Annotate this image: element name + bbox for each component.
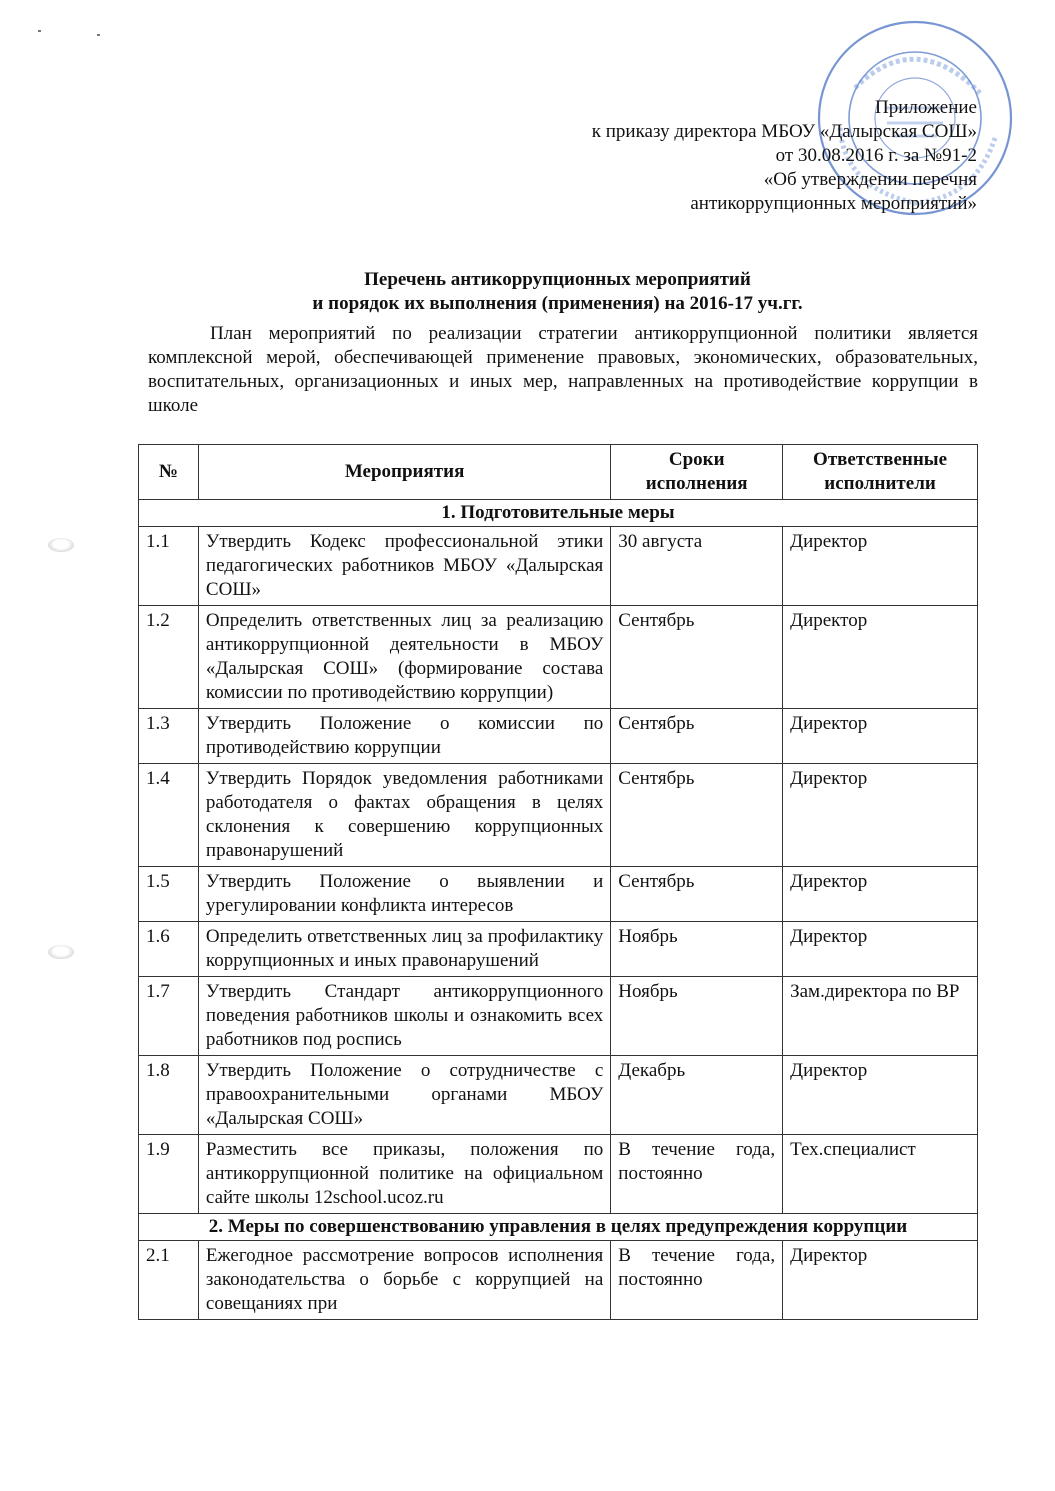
table-row <box>139 922 978 977</box>
order-subject-line1: «Об утверждении перечня <box>763 169 977 190</box>
header-activity: Мероприятия <box>198 445 610 500</box>
section-title: 2. Меры по совершенствованию управления в целях предупреждения коррупции <box>139 1214 978 1241</box>
table-row <box>139 1241 978 1320</box>
row-responsible: Директор <box>783 867 978 922</box>
row-responsible: Директор <box>783 1241 978 1320</box>
row-responsible: Тех.специалист <box>783 1135 978 1214</box>
section-title: 1. Подготовительные меры <box>139 500 978 527</box>
title-line-2: и порядок их выполнения (применения) на 2016-17 уч.гг. <box>312 293 803 314</box>
order-date-number: от 30.08.2016 г. за №91-2 <box>775 145 977 166</box>
order-reference-header <box>592 96 977 216</box>
section-row <box>139 1214 978 1241</box>
row-term: Ноябрь <box>611 977 783 1056</box>
row-term: Ноябрь <box>611 922 783 977</box>
row-term: Сентябрь <box>611 867 783 922</box>
row-responsible: Директор <box>783 764 978 867</box>
table-row <box>139 1135 978 1214</box>
row-number: 1.3 <box>139 709 199 764</box>
header-number: № <box>139 445 199 500</box>
table-row <box>139 709 978 764</box>
row-responsible: Зам.директора по ВР <box>783 977 978 1056</box>
table-row <box>139 977 978 1056</box>
appendix-label: Приложение <box>875 97 977 118</box>
row-term: В течение года, постоянно <box>611 1241 783 1320</box>
row-number: 1.9 <box>139 1135 199 1214</box>
row-responsible: Директор <box>783 1056 978 1135</box>
scan-speck <box>38 30 41 32</box>
row-number: 1.4 <box>139 764 199 867</box>
punch-hole <box>48 538 74 552</box>
row-term: Сентябрь <box>611 709 783 764</box>
row-activity: Утвердить Порядок уведомления работниками работодателя о фактах обращения в целях склонения к совершению коррупционных правонарушений <box>198 764 610 867</box>
row-number: 1.2 <box>139 606 199 709</box>
row-number: 1.7 <box>139 977 199 1056</box>
row-term: Сентябрь <box>611 606 783 709</box>
punch-hole <box>48 945 74 959</box>
header-term: Сроки исполнения <box>611 445 783 500</box>
document-title <box>140 268 975 316</box>
row-term: В течение года, постоянно <box>611 1135 783 1214</box>
row-activity: Утвердить Положение о комиссии по противодействию коррупции <box>198 709 610 764</box>
row-activity: Определить ответственных лиц за профилактику коррупционных и иных правонарушений <box>198 922 610 977</box>
row-number: 1.1 <box>139 527 199 606</box>
row-number: 2.1 <box>139 1241 199 1320</box>
order-title: к приказу директора МБОУ «Далырская СОШ» <box>591 121 977 142</box>
table-row <box>139 606 978 709</box>
row-responsible: Директор <box>783 922 978 977</box>
intro-paragraph: План мероприятий по реализации стратегии антикоррупционной политики является комплексной мерой, обеспечивающей применение правовых, экономических, образовательных, воспитательных, организационных и иных мер, направленных на противодействие коррупции в школе <box>148 323 978 416</box>
table-row <box>139 867 978 922</box>
row-responsible: Директор <box>783 709 978 764</box>
row-activity: Ежегодное рассмотрение вопросов исполнения законодательства о борьбе с коррупцией на совещаниях при <box>198 1241 610 1320</box>
table-header-row <box>139 445 978 500</box>
order-subject-line2: антикоррупционных мероприятий» <box>690 193 977 214</box>
table-row <box>139 527 978 606</box>
table-row <box>139 764 978 867</box>
section-row <box>139 500 978 527</box>
scan-speck <box>97 34 100 36</box>
row-activity: Утвердить Кодекс профессиональной этики педагогических работников МБОУ «Далырская СОШ» <box>198 527 610 606</box>
row-term: Сентябрь <box>611 764 783 867</box>
row-activity: Определить ответственных лиц за реализацию антикоррупционной деятельности в МБОУ «Далырская СОШ» (формирование состава комиссии по противодействию коррупции) <box>198 606 610 709</box>
table-row <box>139 1056 978 1135</box>
row-term: 30 августа <box>611 527 783 606</box>
row-responsible: Директор <box>783 606 978 709</box>
row-activity: Утвердить Положение о сотрудничестве с правоохранительными органами МБОУ «Далырская СОШ» <box>198 1056 610 1135</box>
row-activity: Разместить все приказы, положения по антикоррупционной политике на официальном сайте школы 12school.ucoz.ru <box>198 1135 610 1214</box>
row-activity: Утвердить Положение о выявлении и урегулировании конфликта интересов <box>198 867 610 922</box>
header-responsible: Ответственные исполнители <box>783 445 978 500</box>
row-number: 1.6 <box>139 922 199 977</box>
row-term: Декабрь <box>611 1056 783 1135</box>
row-number: 1.8 <box>139 1056 199 1135</box>
measures-table <box>138 444 978 1320</box>
row-activity: Утвердить Стандарт антикоррупционного поведения работников школы и ознакомить всех работников под роспись <box>198 977 610 1056</box>
title-line-1: Перечень антикоррупционных мероприятий <box>364 269 751 290</box>
row-number: 1.5 <box>139 867 199 922</box>
row-responsible: Директор <box>783 527 978 606</box>
